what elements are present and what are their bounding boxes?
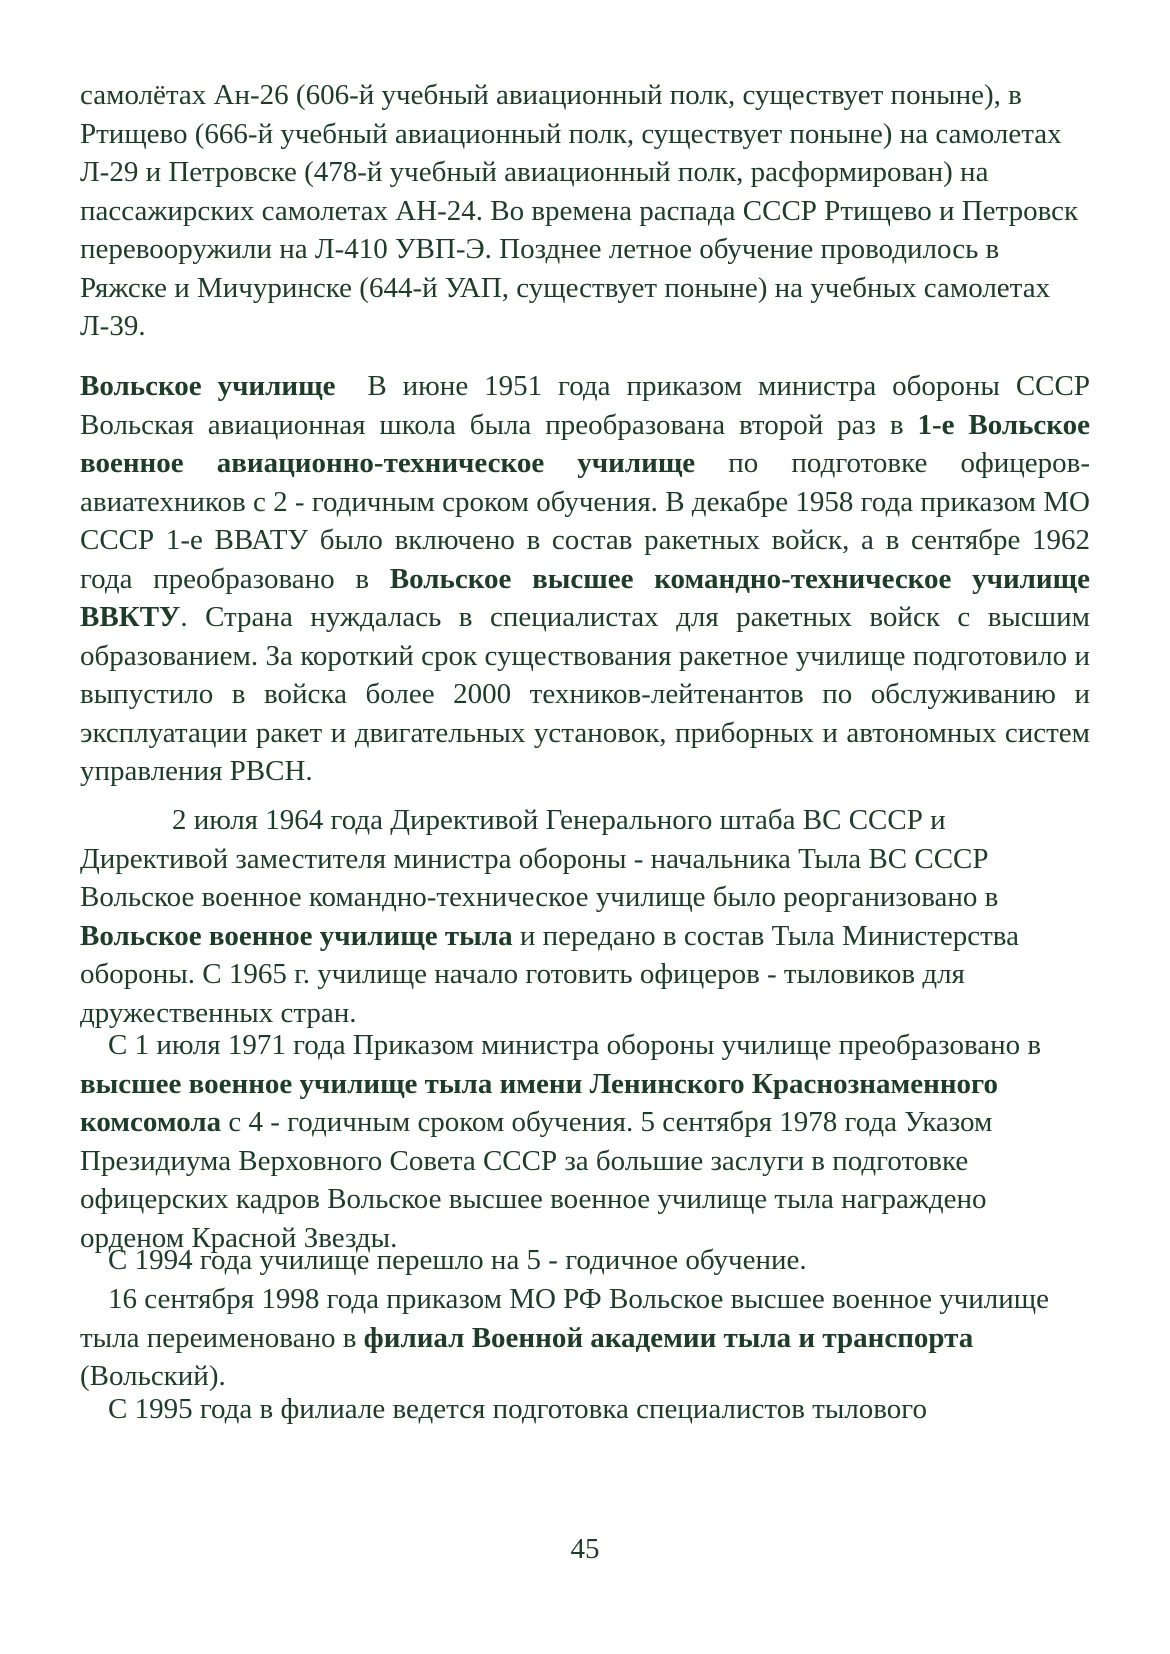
p5-text-a: 16 сентября 1998 года приказом МО РФ Вольское высшее военное училище тыла переименовано в	[80, 1283, 1049, 1354]
section-volsk-school	[80, 367, 1090, 791]
school-name-vvktu: Вольское высшее командно-техническое училище ВВКТУ	[80, 562, 1090, 633]
paragraph-1964	[80, 801, 1090, 1032]
page-number: 45	[570, 1533, 600, 1565]
p2-text-b: и передано в состав Тыла Министерства обороны. С 1965 г. училище начало готовить офицеров - тыловиков для дружественных стран.	[80, 919, 1019, 1029]
paragraph-1998	[80, 1280, 1090, 1396]
school-name-tyla: Вольское военное училище тыла	[80, 919, 513, 952]
school-name-komsomol: высшее военное училище тыла имени Ленинского Краснознаменного комсомола	[80, 1067, 998, 1138]
p3-text-b: с 4 - годичным сроком обучения. 5 сентября 1978 года Указом Президиума Верховного Совета СССР за большие заслуги в подготовке офицерских кадров Вольское высшее военное училище тыла награждено орденом Красной Звезды.	[80, 1106, 993, 1254]
intro-paragraph: самолётах Ан-26 (606-й учебный авиационный полк, существует поныне), в Ртищево (666-й учебный авиационный полк, существует поныне) на самолетах Л-29 и Петровске (478-й учебный авиационный полк, расформирован) на пассажирских самолетах АН-24. Во времена распада СССР Ртищево и Петровск перевооружили на Л-410 УВП-Э. Позднее летное обучение проводилось в Ряжске и Мичуринске (644-й УАП, существует поныне) на учебных самолетах Л-39.	[80, 79, 1079, 342]
paragraph-1994: С 1994 года училище перешло на 5 - годичное обучение.	[108, 1244, 807, 1276]
p2-text-a: 2 июля 1964 года Директивой Генерального штаба ВС СССР и Директивой заместителя министра обороны - начальника Тыла ВС СССР Вольское военное командно-техническое училище было реорганизовано в	[80, 804, 999, 913]
filial-name: филиал Военной академии тыла и транспорта	[363, 1321, 974, 1354]
section-title: Вольское училище	[80, 370, 336, 402]
paragraph-1995: С 1995 года в филиале ведется подготовка специалистов тылового	[108, 1393, 927, 1425]
paragraph-1971	[80, 1026, 1090, 1257]
p3-text-a: С 1 июля 1971 года Приказом министра обороны училище преобразовано в	[108, 1029, 1042, 1061]
section-text-c: . Страна нуждалась в специалистах для ракетных войск с высшим образованием. За короткий срок существования ракетное училище подготовило и выпустило в войска более 2000 техников-лейтенантов по обслуживанию и эксплуатации ракет и двигательных установок, приборных и автономных систем управления РВСН.	[80, 601, 1090, 787]
school-name-1: 1-е Вольское военное авиационно-техническое училище	[80, 408, 1090, 479]
section-text-b: по подготовке офицеров-авиатехников с 2 - годичным сроком обучения. В декабре 1958 года приказом МО СССР 1-е ВВАТУ было включено в состав ракетных войск, а в сентябре 1962 года преобразовано в	[80, 447, 1090, 595]
p5-text-b: (Вольский).	[80, 1360, 226, 1392]
section-text-a: В июне 1951 года приказом министра обороны СССР Вольская авиационная школа была преобразована второй раз в	[80, 370, 1090, 441]
